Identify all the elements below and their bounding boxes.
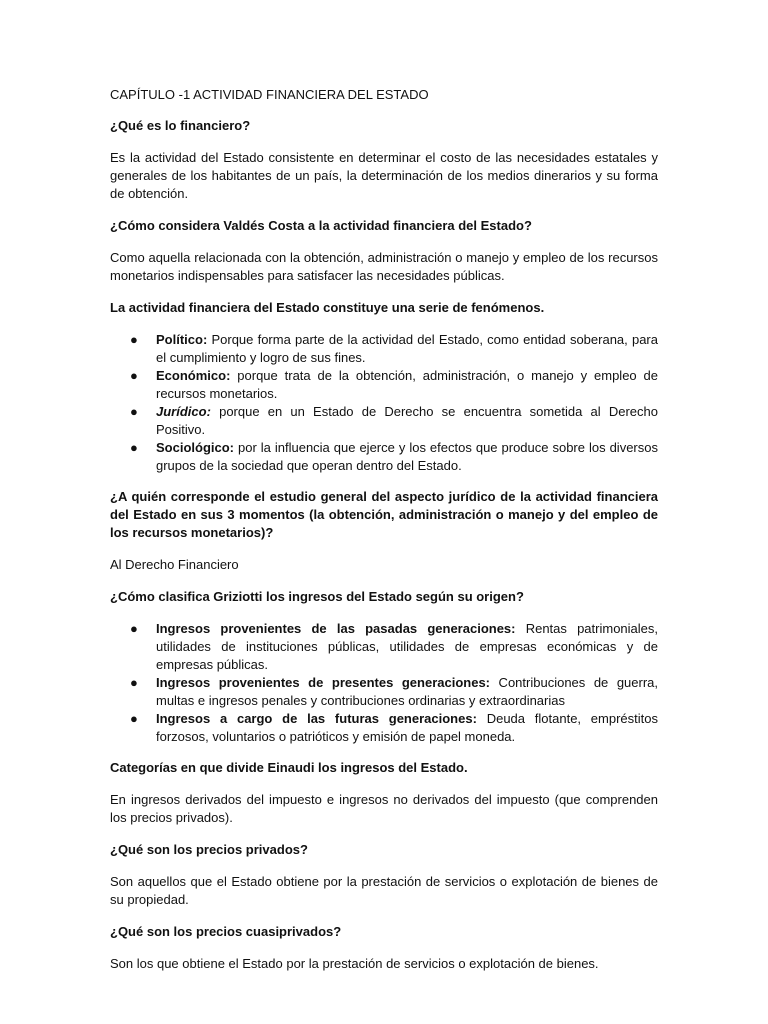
bullet-icon: ● — [130, 440, 138, 455]
bullet-icon: ● — [130, 675, 138, 690]
bullet-icon: ● — [130, 368, 138, 383]
chapter-title: CAPÍTULO -1 ACTIVIDAD FINANCIERA DEL ESTADO — [110, 87, 429, 102]
term-description: Porque forma parte de la actividad del Estado, como entidad soberana, para el cumplimiento y logro de sus fines. — [156, 332, 658, 365]
list-item-past-generations — [110, 620, 658, 674]
question-griziotti: ¿Cómo clasifica Griziotti los ingresos del Estado según su origen? — [110, 589, 524, 604]
list-item-present-generations — [110, 674, 658, 710]
term-label: Ingresos provenientes de presentes generaciones: — [156, 675, 491, 690]
question-quasi-private-prices: ¿Qué son los precios cuasiprivados? — [110, 924, 342, 939]
question-valdes-costa: ¿Cómo considera Valdés Costa a la actividad financiera del Estado? — [110, 218, 532, 233]
bullet-icon: ● — [130, 621, 138, 636]
term-label: Jurídico: — [156, 404, 211, 419]
answer-einaudi: En ingresos derivados del impuesto e ingresos no derivados del impuesto (que comprenden los precios privados). — [110, 792, 658, 825]
list-item-juridico — [110, 403, 658, 439]
term-description: por la influencia que ejerce y los efectos que produce sobre los diversos grupos de la sociedad que operan dentro del Estado. — [156, 440, 658, 473]
question-private-prices: ¿Qué son los precios privados? — [110, 842, 308, 857]
answer-what-is-financial: Es la actividad del Estado consistente en determinar el costo de las necesidades estatales y generales de los habitantes de un país, la determinación de los medios dinerarios y su forma de obtención. — [110, 150, 658, 201]
term-description: Deuda flotante, empréstitos forzosos, voluntarios o patrióticos y emisión de papel moneda. — [156, 711, 659, 744]
list-item-future-generations — [110, 710, 658, 746]
term-label: Económico: — [156, 368, 231, 383]
list-item-politico — [110, 331, 658, 367]
answer-legal-study: Al Derecho Financiero — [110, 557, 239, 572]
answer-private-prices: Son aquellos que el Estado obtiene por la prestación de servicios o explotación de bienes de su propiedad. — [110, 874, 658, 907]
term-label: Ingresos provenientes de las pasadas generaciones: — [156, 621, 516, 636]
bullet-icon: ● — [130, 332, 138, 347]
income-types-list — [110, 620, 658, 746]
bullet-icon: ● — [130, 711, 138, 726]
term-label: Ingresos a cargo de las futuras generaciones: — [156, 711, 477, 726]
question-legal-study: ¿A quién corresponde el estudio general del aspecto jurídico de la actividad financiera del Estado en sus 3 momentos (la obtención, administración o manejo y del empleo de los recursos monetarios)? — [110, 489, 658, 540]
term-description: Rentas patrimoniales, utilidades de instituciones públicas, utilidades de empresas económicas y de empresas públicas. — [156, 621, 659, 672]
term-description: porque trata de la obtención, administración, o manejo y empleo de recursos monetarios. — [156, 368, 658, 401]
document-body — [110, 86, 658, 987]
term-description: Contribuciones de guerra, multas e ingresos penales y contribuciones ordinarias y extraordinarias — [156, 675, 659, 708]
bullet-icon: ● — [130, 404, 138, 419]
phenomena-list — [110, 331, 658, 475]
question-what-is-financial: ¿Qué es lo financiero? — [110, 118, 251, 133]
list-item-economico — [110, 367, 658, 403]
heading-phenomena: La actividad financiera del Estado constituye una serie de fenómenos. — [110, 300, 545, 315]
term-label: Sociológico: — [156, 440, 234, 455]
term-description: porque en un Estado de Derecho se encuentra sometida al Derecho Positivo. — [156, 404, 658, 437]
answer-quasi-private-prices: Son los que obtiene el Estado por la prestación de servicios o explotación de bienes. — [110, 956, 599, 971]
answer-valdes-costa: Como aquella relacionada con la obtención, administración o manejo y empleo de los recursos monetarios indispensables para satisfacer las necesidades públicas. — [110, 250, 658, 283]
heading-einaudi: Categorías en que divide Einaudi los ingresos del Estado. — [110, 760, 468, 775]
list-item-sociologico — [110, 439, 658, 475]
term-label: Político: — [156, 332, 208, 347]
